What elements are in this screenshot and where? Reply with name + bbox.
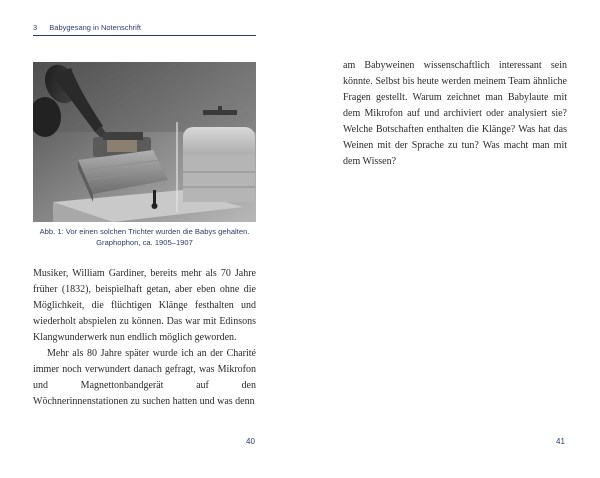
page-number: 41 bbox=[556, 437, 565, 446]
paragraph: am Babyweinen wissenschaftlich interessant sein könnte. Selbst bis heute werden meinem Team ähnliche Fragen gestellt. Warum zeichnet man Babylaute mit dem Mikrofon auf und archiviert oder analysiert sie? Welche Botschaften enthalten die Klänge? Was hat das Weinen mit der Sprache zu tun? Was macht man mit dem Wissen? bbox=[343, 60, 567, 167]
chapter-number: 3 bbox=[33, 23, 38, 32]
paragraph: Mehr als 80 Jahre später wurde ich an der Charité immer noch verwundert danach gefragt, was Mikrofon und Magnettonbandgerät auf den Wöchnerinnenstationen zu suchen hatten und was denn bbox=[33, 348, 256, 407]
left-body-text bbox=[33, 266, 256, 410]
right-body-text bbox=[343, 58, 567, 170]
paragraph: Musiker, William Gardiner, bereits mehr als 70 Jahre früher (1832), beispielhaft getan, aber eben ohne die Möglichkeit, die flüchtigen Klänge festhalten und wiederholt abspielen zu können. Das war mit Edinsons Klangwunderwerk nun endlich möglich geworden. bbox=[33, 268, 256, 343]
running-head bbox=[33, 23, 256, 36]
figure-caption: Abb. 1: Vor einen solchen Trichter wurden die Babys gehalten. Graphophon, ca. 1905–1907 bbox=[39, 227, 250, 247]
chapter-title: Babygesang in Notenschrift bbox=[49, 23, 141, 32]
right-page bbox=[300, 0, 600, 478]
graphophone-photo bbox=[33, 62, 256, 222]
page-number: 40 bbox=[246, 437, 255, 446]
